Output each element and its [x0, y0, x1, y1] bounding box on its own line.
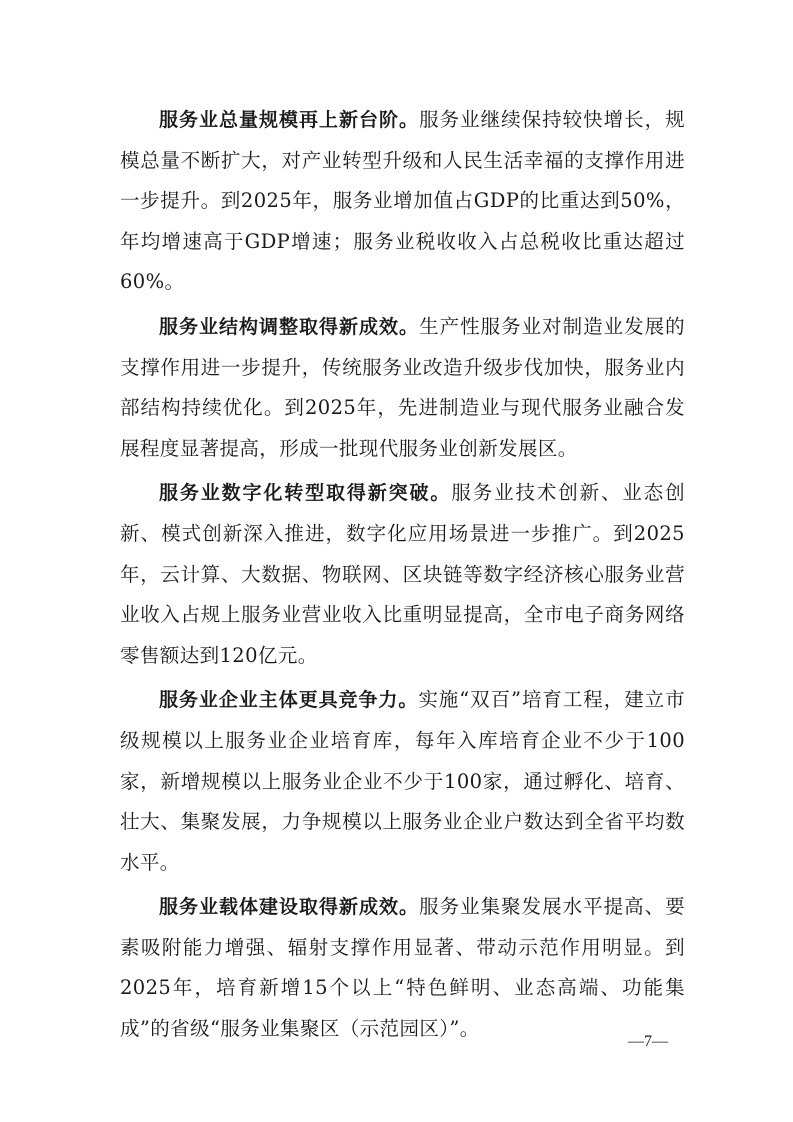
- paragraph-enterprise-competitiveness: [120, 680, 685, 883]
- page-number: —7—: [628, 1033, 668, 1050]
- paragraph-lead: 服务业企业主体更具竞争力。: [159, 689, 419, 712]
- paragraph-total-scale: [120, 100, 685, 303]
- paragraph-lead: 服务业结构调整取得新成效。: [159, 315, 420, 338]
- paragraph-text: 服务业集聚发展水平提高、要素吸附能力增强、辐射支撑作用显著、带动示范作用明显。到2025年，培育新增15个以上“特色鲜明、业态高端、功能集成”的省级“服务业集聚区（示范园区）”。: [120, 895, 686, 1041]
- paragraph-carrier-construction: [120, 887, 685, 1049]
- document-body: [120, 100, 685, 1054]
- paragraph-text: 服务业继续保持较快增长，规模总量不断扩大，对产业转型升级和人民生活幸福的支撑作用进一步提升。到2025年，服务业增加值占GDP的比重达到50%，年均增速高于GDP增速；服务业税收收入占总税收比重达超过60%。: [120, 108, 686, 294]
- paragraph-structure-adjustment: [120, 307, 685, 469]
- paragraph-text: 服务业技术创新、业态创新、模式创新深入推进，数字化应用场景进一步推广。到2025年，云计算、大数据、物联网、区块链等数字经济核心服务业营业收入占规上服务业营业收入比重明显提高，全市电子商务网络零售额达到120亿元。: [120, 481, 685, 667]
- paragraph-text: 生产性服务业对制造业发展的支撑作用进一步提升，传统服务业改造升级步伐加快，服务业内部结构持续优化。到2025年，先进制造业与现代服务业融合发展程度显著提高，形成一批现代服务业创新发展区。: [120, 314, 686, 460]
- paragraph-text: 实施“双百”培育工程，建立市级规模以上服务业企业培育库，每年入库培育企业不少于100家，新增规模以上服务业企业不少于100家，通过孵化、培育、壮大、集聚发展，力争规模以上服务业企业户数达到全省平均数水平。: [120, 688, 685, 874]
- paragraph-lead: 服务业载体建设取得新成效。: [159, 896, 420, 919]
- paragraph-digital-transformation: [120, 473, 685, 676]
- paragraph-lead: 服务业总量规模再上新台阶。: [159, 109, 420, 131]
- paragraph-lead: 服务业数字化转型取得新突破。: [159, 482, 452, 505]
